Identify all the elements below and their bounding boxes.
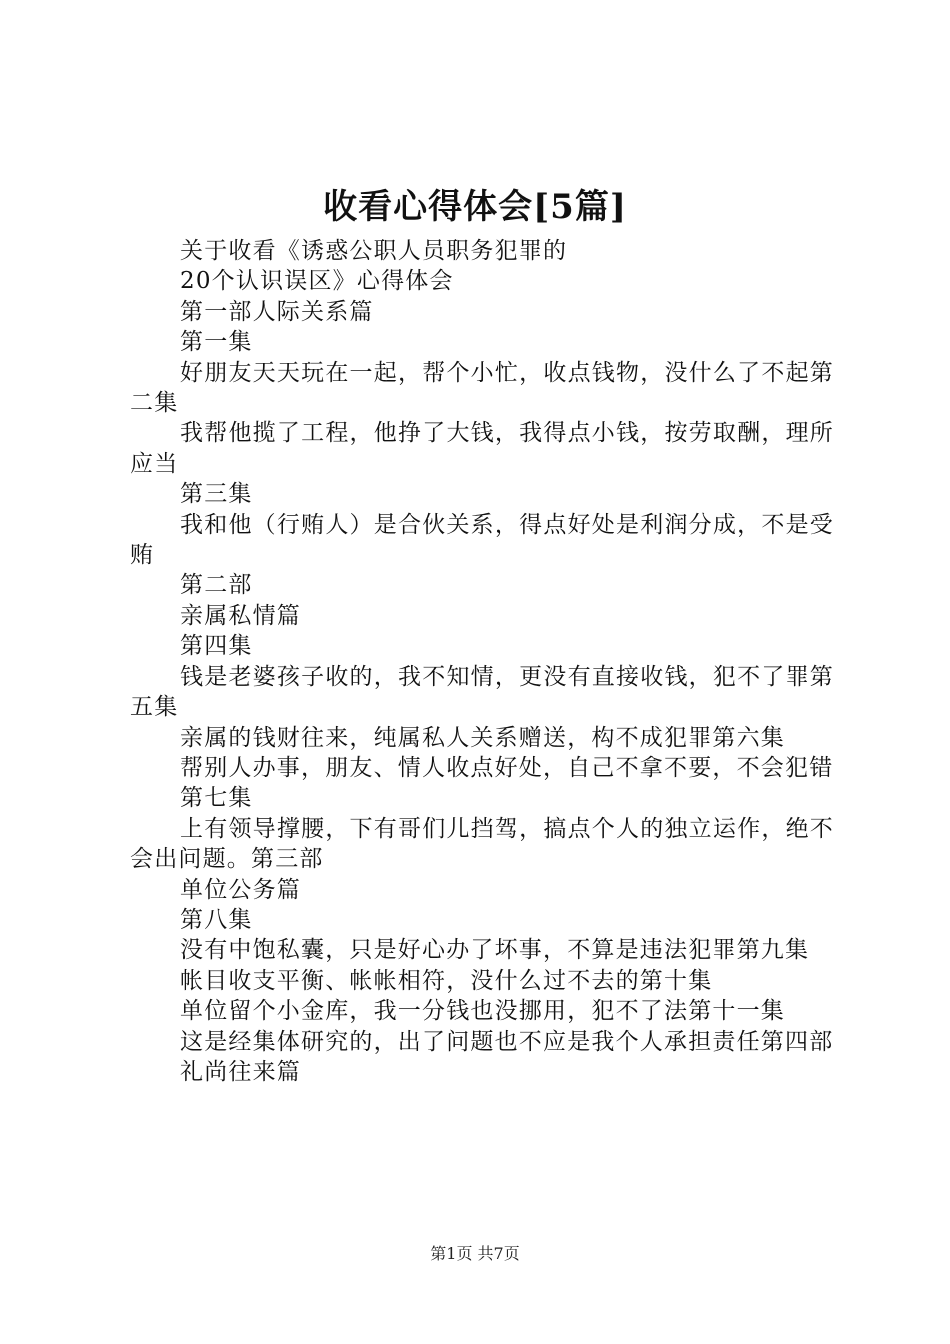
paragraph: 第三集 (180, 481, 253, 508)
paragraph: 好朋友天天玩在一起，帮个小忙，收点钱物，没什么了不起第二集 (130, 359, 834, 417)
document-title: 收看心得体会[5篇] (323, 187, 627, 227)
paragraph: 第四集 (180, 633, 253, 660)
paragraph: 帮别人办事，朋友、情人收点好处，自己不拿不要，不会犯错 (180, 754, 834, 781)
paragraph: 没有中饱私囊，只是好心办了坏事，不算是违法犯罪第九集 (180, 937, 810, 964)
paragraph: 我和他（行贿人）是合伙关系，得点好处是利润分成，不是受贿 (130, 511, 834, 569)
paragraph: 第一部人际关系篇 (180, 298, 374, 325)
page-footer: 第1页 共7页 (430, 1244, 520, 1263)
paragraph: 单位留个小金库，我一分钱也没挪用，犯不了法第十一集 (180, 998, 785, 1025)
paragraph: 礼尚往来篇 (180, 1058, 301, 1085)
document-body (130, 236, 834, 1087)
paragraph: 第八集 (180, 906, 253, 933)
paragraph: 第二部 (180, 572, 253, 599)
paragraph: 亲属私情篇 (180, 602, 301, 629)
paragraph: 上有领导撑腰，下有哥们儿挡驾，搞点个人的独立运作，绝不会出问题。第三部 (130, 815, 834, 873)
paragraph: 第一集 (180, 329, 253, 356)
paragraph: 第七集 (180, 785, 253, 812)
paragraph: 亲属的钱财往来，纯属私人关系赠送，构不成犯罪第六集 (180, 724, 785, 751)
paragraph: 我帮他揽了工程，他挣了大钱，我得点小钱，按劳取酬，理所应当 (130, 420, 834, 477)
paragraph: 帐目收支平衡、帐帐相符，没什么过不去的第十集 (180, 967, 713, 994)
paragraph: 关于收看《诱惑公职人员职务犯罪的 (180, 238, 568, 264)
paragraph: 钱是老婆孩子收的，我不知情，更没有直接收钱，犯不了罪第五集 (130, 663, 834, 721)
paragraph: 单位公务篇 (180, 876, 301, 903)
paragraph: 20个认识误区》心得体会 (180, 268, 454, 295)
paragraph: 这是经集体研究的，出了问题也不应是我个人承担责任第四部 (180, 1028, 834, 1055)
